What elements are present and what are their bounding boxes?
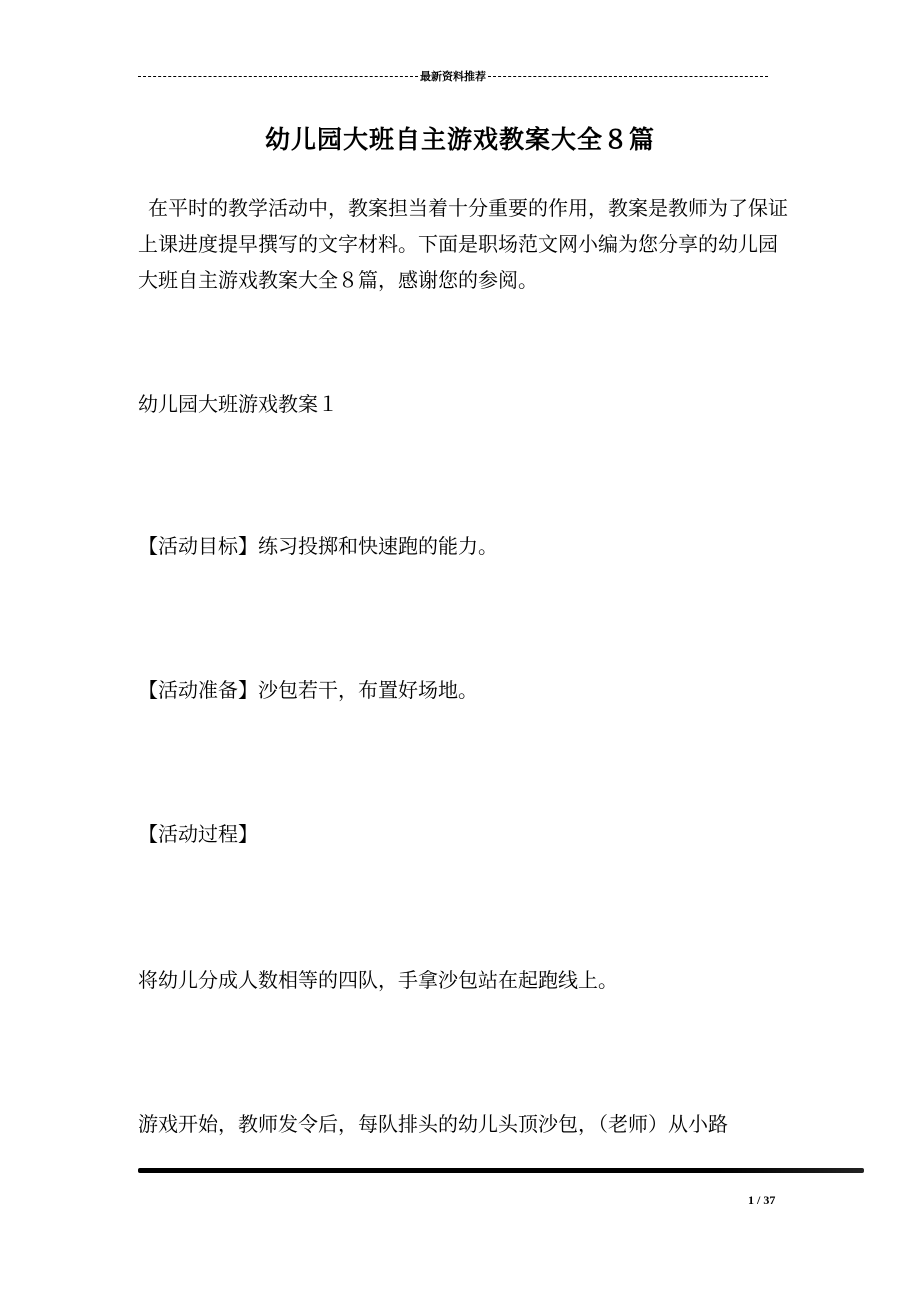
header-dash-right [488,76,768,77]
header-label: 最新资料推荐 [420,70,486,83]
activity-process-heading: 【活动过程】 [138,822,258,846]
intro-paragraph: 在平时的教学活动中，教案担当着十分重要的作用，教案是教师为了保证上课进度提早撰写的文字材料。下面是职场范文网小编为您分享的幼儿园大班自主游戏教案大全８篇，感谢您的参阅。 [138,196,788,292]
activity-goal: 【活动目标】练习投掷和快速跑的能力。 [138,534,498,558]
footer-rule [138,1168,864,1173]
section-heading: 幼儿园大班游戏教案１ [138,392,338,416]
page-number: 1 / 37 [748,1193,776,1207]
header-dash-left [138,76,418,77]
document-title: 幼儿园大班自主游戏教案大全８篇 [264,125,655,154]
page-header [138,66,768,86]
activity-preparation: 【活动准备】沙包若干，布置好场地。 [138,678,478,702]
body-paragraph: 将幼儿分成人数相等的四队，手拿沙包站在起跑线上。 [138,968,618,992]
body-paragraph: 游戏开始，教师发令后，每队排头的幼儿头顶沙包，（老师）从小路 [138,1112,728,1136]
